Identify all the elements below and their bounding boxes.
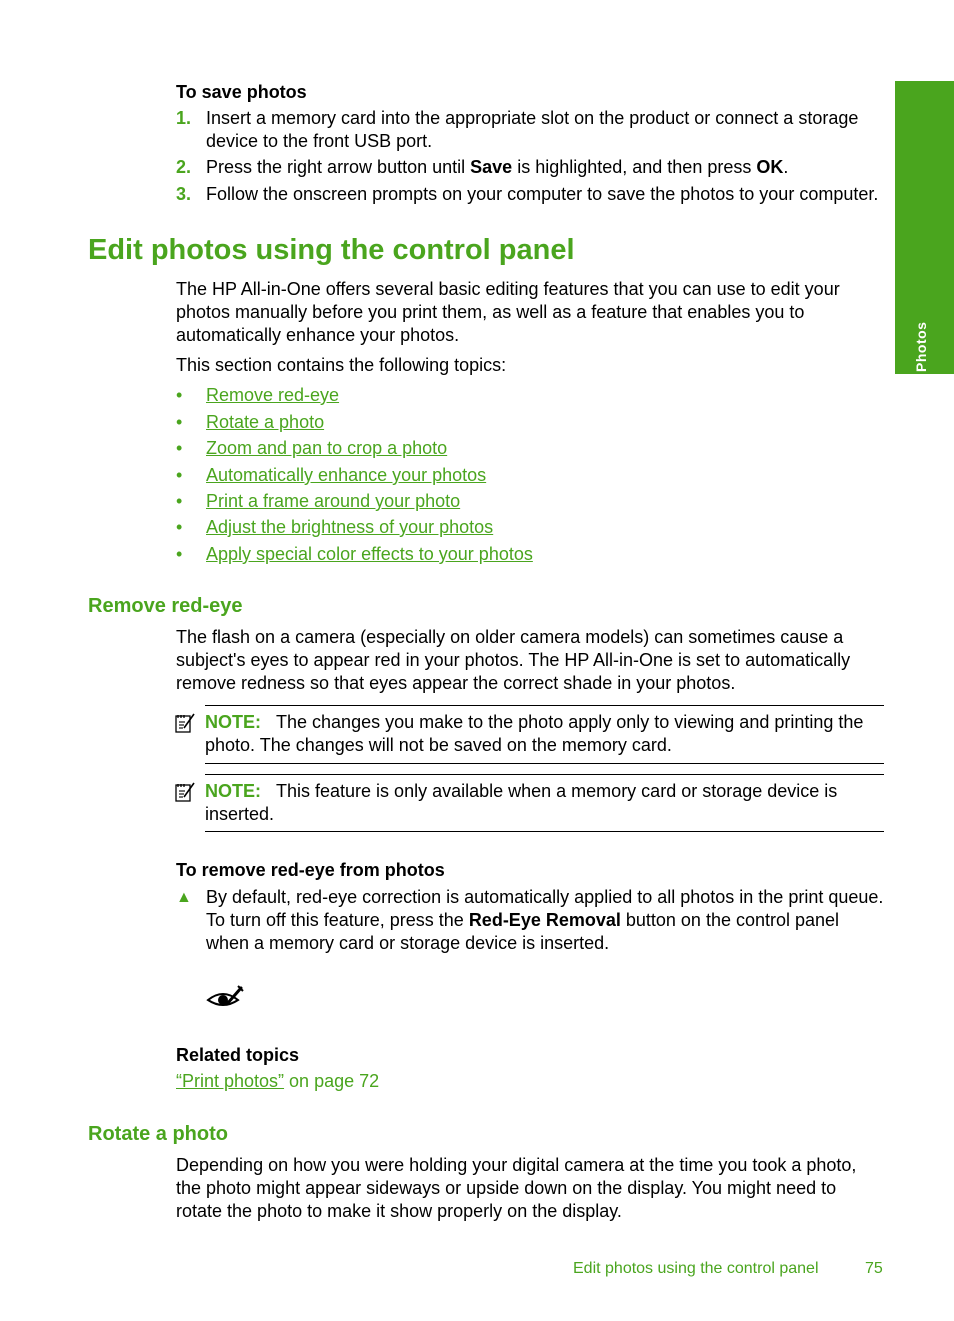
step-text-2: Press the right arrow button until Save is highlighted, and then press OK. [206,157,789,177]
bullet: • [176,517,183,537]
procedure-heading: To remove red-eye from photos [176,860,445,880]
topic-link-rotate-photo[interactable]: Rotate a photo [206,412,325,432]
section-title-edit-photos: Edit photos using the control panel [88,234,575,266]
note-rule-bottom [205,831,884,832]
note-rule-top [205,705,884,706]
note-2 [205,780,885,826]
topics-intro: This section contains the following topics: [176,355,507,375]
topic-link-auto-enhance[interactable]: Automatically enhance your photos [206,465,487,485]
procedure-step: By default, red-eye correction is automatically applied to all photos in the print queue. To turn off this feature, press the Red-Eye Removal button on the control panel when a memory card or storage device is inserted. [206,887,884,953]
note-label: NOTE: [205,781,261,801]
topic-link-color-effects[interactable]: Apply special color effects to your photos [206,544,533,564]
note-1-text: The changes you make to the photo apply only to viewing and printing the photo. The changes will not be saved on the memory card. [205,712,864,755]
step-number-1: 1. [176,108,192,128]
related-page-ref: on page 72 [284,1071,380,1091]
topic-link-zoom-pan[interactable]: Zoom and pan to crop a photo [206,438,448,458]
bullet: • [176,385,183,405]
bullet: • [176,544,183,564]
step-text-3: Follow the onscreen prompts on your computer to save the photos to your computer. [206,184,879,204]
save-keyword: Save [470,157,513,177]
edit-intro-paragraph: The HP All-in-One offers several basic editing features that you can use to edit your photos manually before you print them, as well as a feature that enables you to automatically enhance your photos. [176,279,840,345]
page-number: 75 [865,1260,883,1277]
topic-link-print-frame[interactable]: Print a frame around your photo [206,491,461,511]
save-photos-heading: To save photos [176,82,307,102]
note-1 [205,711,885,757]
footer-section-title: Edit photos using the control panel [573,1260,819,1277]
topic-link-brightness[interactable]: Adjust the brightness of your photos [206,517,494,537]
topic-link-remove-red-eye[interactable]: Remove red-eye [206,385,340,405]
step-number-3: 3. [176,184,192,204]
related-topics-heading: Related topics [176,1045,300,1065]
note-label: NOTE: [205,712,261,732]
note-icon [174,781,196,803]
note-rule-top [205,774,884,775]
bullet: • [176,465,183,485]
related-link-print-photos[interactable]: “Print photos” [176,1071,285,1091]
redeye-paragraph: The flash on a camera (especially on older camera models) can sometimes cause a subject's eyes to appear red in your photos. The HP All-in-One is set to automatically remove redness so that eyes appear the correct shade in your photos. [176,627,851,693]
red-eye-removal-keyword: Red-Eye Removal [468,910,621,930]
chapter-tab-label: Photos [913,321,929,372]
red-eye-removal-icon [205,984,245,1014]
ok-keyword: OK [756,157,784,177]
procedure-marker: ▲ [176,889,192,906]
subsection-title-remove-red-eye: Remove red-eye [88,595,243,617]
note-2-text: This feature is only available when a memory card or storage device is inserted. [205,781,838,824]
note-icon [174,712,196,734]
bullet: • [176,491,183,511]
step-number-2: 2. [176,157,192,177]
bullet: • [176,412,183,432]
rotate-paragraph: Depending on how you were holding your digital camera at the time you took a photo, the photo might appear sideways or upside down on the display. You might need to rotate the photo to make it show properly on the display. [176,1155,857,1221]
related-topic-entry [176,1070,379,1093]
subsection-title-rotate-photo: Rotate a photo [88,1123,228,1145]
step-text-1: Insert a memory card into the appropriate slot on the product or connect a storage device to the front USB port. [206,108,859,151]
bullet: • [176,438,183,458]
note-rule-bottom [205,763,884,764]
